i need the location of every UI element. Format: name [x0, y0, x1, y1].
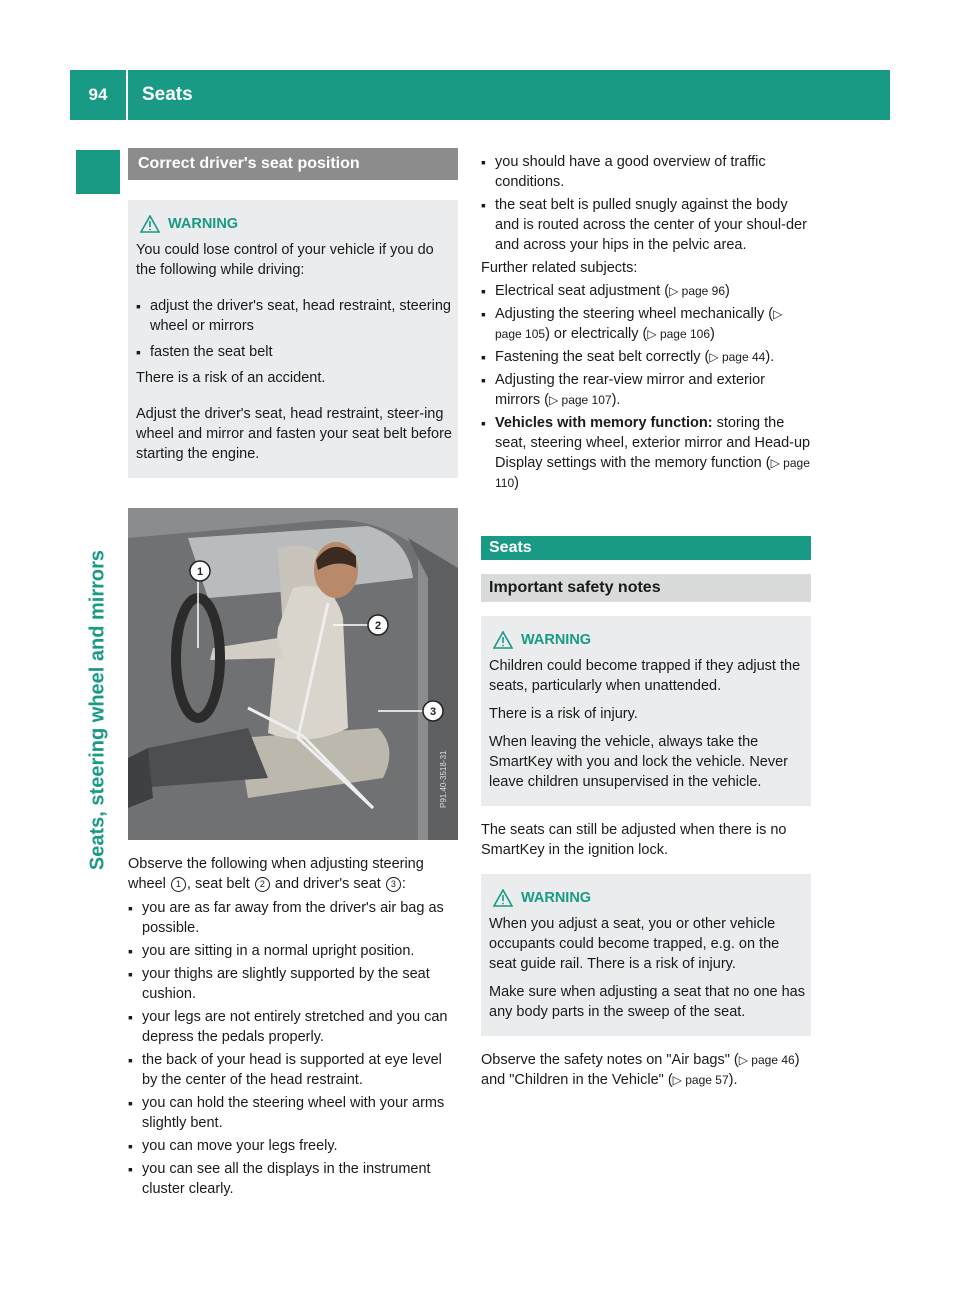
bullet-icon: ▪	[128, 1009, 133, 1025]
illustration-svg	[128, 508, 458, 840]
list-item: ▪ your thighs are slightly supported by the seat cushion.	[128, 966, 430, 1002]
warning-box-driving	[128, 200, 458, 478]
list-item: ▪ Adjusting the steering wheel mechanically (▷ page 105) or electrically (▷ page 106)	[481, 306, 783, 342]
page-link[interactable]: ▷ page 46	[738, 1053, 795, 1067]
list-item: ▪ you are as far away from the driver's air bag as possible.	[128, 900, 444, 936]
bullet-icon: ▪	[481, 283, 486, 299]
bullet-icon: ▪	[481, 154, 486, 170]
callout-ref-2: 2	[255, 877, 270, 892]
side-tab-text: Seats, steering wheel and mirrors	[86, 549, 109, 871]
right-column	[481, 152, 811, 1090]
warning-label: WARNING	[521, 632, 592, 648]
page-link[interactable]: ▷ page 57	[672, 1073, 729, 1087]
warning-text: Children could become trapped if they adjust the seats, particularly when unattended.	[489, 658, 801, 694]
page-number: 94	[88, 85, 108, 104]
section-heading-seat-position: Correct driver's seat position	[128, 148, 458, 180]
page-link[interactable]: ▷ page 106	[647, 327, 711, 341]
page-link[interactable]: ▷ page 96	[669, 284, 726, 298]
memory-function-label: Vehicles with memory function:	[495, 415, 713, 431]
page-link[interactable]: ▷ page 110	[495, 456, 810, 490]
observe-paragraph: Observe the following when adjusting steering wheel 1 , seat belt 2 and driver's seat 3 :	[128, 856, 424, 892]
list-item: ▪ you are sitting in a normal upright position.	[128, 943, 415, 959]
bullet-icon: ▪	[128, 900, 133, 916]
list-item: ▪ the back of your head is supported at eye level by the center of the head restraint.	[128, 1052, 442, 1088]
bullet-icon: ▪	[136, 344, 141, 360]
warning-box-trapped	[481, 874, 811, 1036]
page-link[interactable]: ▷ page 107	[548, 393, 612, 407]
page-link[interactable]: ▷ page 44	[709, 350, 766, 364]
warning-action: Adjust the driver's seat, head restraint, steer-ing wheel and mirror and fasten your seat belt before starting the engine.	[136, 406, 452, 462]
list-item: ▪ Fastening the seat belt correctly (▷ page 44).	[481, 349, 775, 365]
warning-risk: There is a risk of an accident.	[136, 370, 326, 386]
list-item: ▪ Adjusting the rear-view mirror and exterior mirrors (▷ page 107).	[481, 372, 765, 408]
further-subjects-label: Further related subjects:	[481, 260, 638, 276]
bullet-icon: ▪	[128, 1138, 133, 1154]
section-heading-seats: Seats	[481, 536, 811, 560]
page-link[interactable]: ▷ page 105	[495, 307, 783, 341]
callout-ref-1: 1	[171, 877, 186, 892]
callout-ref-3: 3	[386, 877, 401, 892]
warning-action: When leaving the vehicle, always take the SmartKey with you and lock the vehicle. Never leave children unsupervised in the vehicle.	[489, 734, 788, 790]
list-item: ▪ Electrical seat adjustment (▷ page 96)	[481, 283, 730, 299]
warning-header	[489, 888, 805, 908]
smartkey-paragraph: The seats can still be adjusted when there is no SmartKey in the ignition lock.	[481, 822, 787, 858]
list-item: ▪ fasten the seat belt	[136, 344, 273, 360]
list-item: ▪ you can move your legs freely.	[128, 1138, 338, 1154]
further-subjects-list	[481, 281, 811, 493]
safety-notes-paragraph: Observe the safety notes on "Air bags" (▷ page 46) and "Children in the Vehicle" (▷ page 57).	[481, 1052, 800, 1088]
warning-header	[136, 214, 452, 234]
seat-position-list-continued	[481, 152, 811, 255]
list-item: ▪ Vehicles with memory function: storing the seat, steering wheel, exterior mirror and Head-up Display settings with the memory function (▷ page 110)	[481, 415, 811, 491]
list-item: ▪ your legs are not entirely stretched and you can depress the pedals properly.	[128, 1009, 448, 1045]
list-item: ▪ you should have a good overview of traffic conditions.	[481, 154, 766, 190]
warning-triangle-icon	[493, 631, 513, 649]
bullet-icon: ▪	[128, 1161, 133, 1177]
bullet-icon: ▪	[128, 1052, 133, 1068]
bullet-icon: ▪	[481, 349, 486, 365]
callout-1: 1	[196, 566, 204, 578]
list-item: ▪ you can hold the steering wheel with your arms slightly bent.	[128, 1095, 445, 1131]
bullet-icon: ▪	[481, 306, 486, 322]
warning-list	[136, 296, 452, 362]
bullet-icon: ▪	[481, 415, 486, 431]
warning-risk: There is a risk of injury.	[489, 706, 638, 722]
warning-label: WARNING	[521, 890, 592, 906]
side-tab	[70, 150, 126, 1150]
page-header	[70, 70, 890, 120]
warning-intro: You could lose control of your vehicle if you do the following while driving:	[136, 242, 434, 278]
warning-triangle-icon	[140, 215, 160, 233]
warning-triangle-icon	[493, 889, 513, 907]
seat-position-list	[128, 898, 458, 1199]
callout-3: 3	[429, 706, 437, 718]
bullet-icon: ▪	[481, 372, 486, 388]
warning-label: WARNING	[168, 216, 239, 232]
chapter-title: Seats	[142, 84, 193, 105]
figure-code: P91.40-3518-31	[439, 750, 448, 808]
left-column	[128, 148, 458, 1202]
warning-box-children	[481, 616, 811, 806]
subheading-safety-notes: Important safety notes	[481, 574, 811, 602]
warning-text: When you adjust a seat, you or other vehicle occupants could become trapped, e.g. on the seat guide rail. There is a risk of injury.	[489, 916, 780, 972]
driver-seat-illustration	[128, 508, 458, 840]
warning-action: Make sure when adjusting a seat that no one has any body parts in the sweep of the seat.	[489, 984, 805, 1020]
list-item: ▪ adjust the driver's seat, head restraint, steering wheel or mirrors	[136, 298, 451, 334]
list-item: ▪ the seat belt is pulled snugly against the body and is routed across the center of your shoul-der and across your hips in the pelvic area.	[481, 197, 807, 253]
bullet-icon: ▪	[128, 1095, 133, 1111]
bullet-icon: ▪	[481, 197, 486, 213]
callout-2: 2	[374, 620, 382, 632]
side-tab-marker	[76, 150, 120, 194]
list-item: ▪ you can see all the displays in the instrument cluster clearly.	[128, 1161, 431, 1197]
bullet-icon: ▪	[128, 966, 133, 982]
warning-header	[489, 630, 805, 650]
header-divider	[126, 70, 128, 120]
bullet-icon: ▪	[128, 943, 133, 959]
bullet-icon: ▪	[136, 298, 141, 314]
